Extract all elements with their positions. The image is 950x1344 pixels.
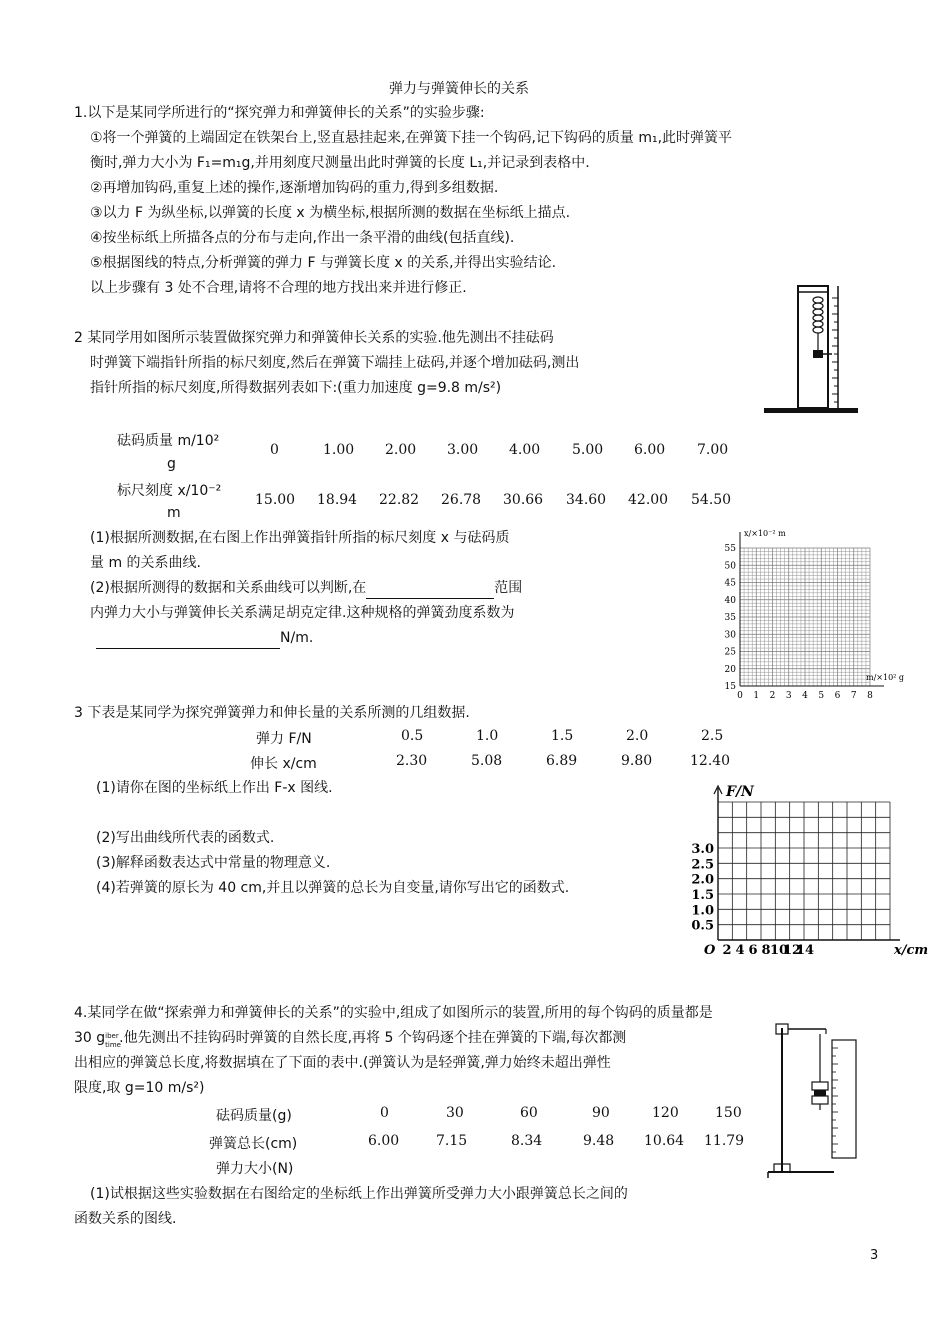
q4-row1-label: 砝码质量(g) xyxy=(216,1108,292,1124)
q4-line xyxy=(74,1027,626,1049)
q1-step: ①将一个弹簧的上端固定在铁架台上,竖直悬挂起来,在弹簧下挂一个钩码,记下钩码的质量 m₁,此时弹簧平 xyxy=(90,130,733,146)
q3-sub: (1)请你在图的坐标纸上作出 F-x 图线. xyxy=(96,780,333,796)
x-tick-label: 7 xyxy=(850,691,857,701)
y-tick-label: 30 xyxy=(724,630,736,641)
x-tick-label: 5 xyxy=(818,691,825,701)
q2-sub2-pre: (2)根据所测得的数据和关系曲线可以判断,在 xyxy=(90,580,367,596)
q4-sub1: 函数关系的图线. xyxy=(74,1211,177,1227)
q2-scale-cell: 30.66 xyxy=(503,492,544,508)
q2-line: 2 某同学用如图所示装置做探究弹力和弹簧伸长关系的实验.他先测出不挂砝码 xyxy=(74,330,554,346)
q4-mass-cell: 60 xyxy=(520,1105,538,1121)
q2-scale-cell: 22.82 xyxy=(379,492,420,508)
q4-sub1: (1)试根据这些实验数据在右图给定的坐标纸上作出弹簧所受弹力大小跟弹簧总长之间的 xyxy=(90,1186,628,1202)
q3-sub: (2)写出曲线所代表的函数式. xyxy=(96,830,275,846)
y-tick-label: 1.5 xyxy=(691,888,714,903)
q3-coordinate-grid xyxy=(690,780,930,960)
q2-sub2: 内弹力大小与弹簧伸长关系满足胡克定律.这种规格的弹簧劲度系数为 xyxy=(90,605,515,621)
x-tick-label: 10 xyxy=(769,943,789,958)
q3-force-cell: 2.5 xyxy=(701,728,724,744)
q4-mass-cell: 0 xyxy=(380,1105,389,1121)
q1-step: 以上步骤有 3 处不合理,请将不合理的地方找出来并进行修正. xyxy=(90,280,467,296)
q4-length-cell: 9.48 xyxy=(583,1133,615,1149)
q2-sub2-unit: N/m. xyxy=(280,630,314,646)
q2-mass-cell: 5.00 xyxy=(572,442,604,458)
q3-force-cell: 1.5 xyxy=(551,728,574,744)
q3-row2-label: 伸长 x/cm xyxy=(250,756,317,772)
q3-row1-label: 弹力 F/N xyxy=(256,731,312,747)
y-tick-label: 2.5 xyxy=(691,857,714,873)
q2-scale-cell: 26.78 xyxy=(441,492,482,508)
q3-ext-cell: 9.80 xyxy=(621,753,653,769)
q3-intro: 3 下表是某同学为探究弹簧弹力和伸长量的关系所测的几组数据. xyxy=(74,705,470,721)
q4-length-cell: 8.34 xyxy=(511,1133,543,1149)
y-tick-label: 40 xyxy=(724,595,736,606)
q1-intro: 1.以下是某同学所进行的“探究弹力和弹簧伸长的关系”的实验步骤: xyxy=(74,105,485,121)
q4-artifact xyxy=(105,1027,121,1049)
q1-step: ②再增加钩码,重复上述的操作,逐渐增加钩码的重力,得到多组数据. xyxy=(90,180,499,196)
q1-step: ③以力 F 为纵坐标,以弹簧的长度 x 为横坐标,根据所测的数据在坐标纸上描点. xyxy=(90,205,571,221)
q2-sub2-post: 范围 xyxy=(494,580,523,596)
x-tick-label: 12 xyxy=(782,943,802,958)
q2-scale-cell: 15.00 xyxy=(255,492,296,508)
q2-mass-cell: 2.00 xyxy=(385,442,417,458)
q4-length-cell: 7.15 xyxy=(436,1133,468,1149)
q2-line: 指针所指的标尺刻度,所得数据列表如下:(重力加速度 g=9.8 m/s²) xyxy=(90,380,502,396)
q4-length-cell: 6.00 xyxy=(368,1133,400,1149)
y-tick-label: 25 xyxy=(724,647,736,658)
q4-artifact-sup: iber xyxy=(105,1032,119,1040)
x-axis-label: m/×10² g xyxy=(866,673,905,682)
x-tick-label: 8 xyxy=(761,943,771,958)
page-number: 3 xyxy=(870,1248,879,1263)
q2-mass-cell: 3.00 xyxy=(447,442,479,458)
q2-k-blank[interactable] xyxy=(96,633,280,649)
q2-mass-cell: 0 xyxy=(270,442,279,458)
q3-sub: (3)解释函数表达式中常量的物理意义. xyxy=(96,855,331,871)
y-tick-label: 20 xyxy=(724,664,736,675)
x-tick-label: 2 xyxy=(722,943,732,958)
q4-length-cell: 10.64 xyxy=(644,1133,685,1149)
q4-row2-label: 弹簧总长(cm) xyxy=(209,1136,298,1152)
iron-stand-figure xyxy=(764,1022,864,1182)
x-tick-label: 3 xyxy=(785,691,792,701)
q3-force-cell: 1.0 xyxy=(476,728,499,744)
q2-row2-label-a: 标尺刻度 x/10⁻² xyxy=(117,483,222,499)
x-tick-label: 2 xyxy=(769,691,776,701)
q3-force-cell: 2.0 xyxy=(626,728,649,744)
x-tick-label: 4 xyxy=(802,691,808,701)
q2-mass-cell: 7.00 xyxy=(697,442,729,458)
q4-line: 出相应的弹簧总长度,将数据填在了下面的表中.(弹簧认为是轻弹簧,弹力始终未超出弹性 xyxy=(74,1055,611,1071)
q4-line: 4.某同学在做“探索弹力和弹簧伸长的关系”的实验中,组成了如图所示的装置,所用的每个钩码的质量都是 xyxy=(74,1005,713,1021)
origin-label: O xyxy=(704,943,716,958)
x-tick-label: 6 xyxy=(748,943,758,958)
q2-row1-label-b: g xyxy=(167,456,176,472)
q2-line: 时弹簧下端指针所指的标尺刻度,然后在弹簧下端挂上砝码,并逐个增加砝码,测出 xyxy=(90,355,580,371)
q4-line-pre: 30 g xyxy=(74,1030,106,1046)
q1-step: ⑤根据图线的特点,分析弹簧的弹力 F 与弹簧长度 x 的关系,并得出实验结论. xyxy=(90,255,557,271)
q2-sub2-answer xyxy=(96,627,313,649)
q3-ext-cell: 6.89 xyxy=(546,753,578,769)
q2-sub2 xyxy=(90,577,522,599)
q4-length-cell: 11.79 xyxy=(704,1133,745,1149)
q1-step: 衡时,弹力大小为 F₁=m₁g,并用刻度尺测量出此时弹簧的长度 L₁,并记录到表格中. xyxy=(90,155,590,171)
x-axis-label: x/cm xyxy=(894,943,929,958)
x-tick-label: 8 xyxy=(867,691,873,701)
x-tick-label: 4 xyxy=(735,943,745,958)
y-tick-label: 3.0 xyxy=(691,842,714,857)
q1-step: ④按坐标纸上所描各点的分布与走向,作出一条平滑的曲线(包括直线). xyxy=(90,230,515,246)
q2-mass-cell: 4.00 xyxy=(509,442,541,458)
q2-scale-cell: 54.50 xyxy=(691,492,732,508)
x-tick-label: 14 xyxy=(795,943,815,958)
y-tick-label: 2.0 xyxy=(691,872,714,888)
q2-coordinate-grid xyxy=(712,526,905,701)
q4-line: 限度,取 g=10 m/s²) xyxy=(74,1080,205,1096)
q2-scale-cell: 42.00 xyxy=(628,492,669,508)
q2-range-blank[interactable] xyxy=(366,583,494,599)
q4-mass-cell: 30 xyxy=(446,1105,464,1121)
q2-mass-cell: 6.00 xyxy=(634,442,666,458)
q2-row2-label-b: m xyxy=(167,505,181,521)
q4-mass-cell: 90 xyxy=(592,1105,610,1121)
q2-scale-cell: 34.60 xyxy=(566,492,607,508)
x-tick-label: 1 xyxy=(753,691,760,701)
q3-ext-cell: 5.08 xyxy=(471,753,503,769)
q4-artifact-sub: time xyxy=(105,1041,121,1049)
q2-sub1: 量 m 的关系曲线. xyxy=(90,555,201,571)
y-tick-label: 50 xyxy=(724,561,736,572)
x-tick-label: 6 xyxy=(834,691,841,701)
y-tick-label: 45 xyxy=(724,578,736,589)
q4-mass-cell: 120 xyxy=(652,1105,679,1121)
q4-row3-label: 弹力大小(N) xyxy=(216,1161,294,1177)
page-title: 弹力与弹簧伸长的关系 xyxy=(389,81,529,97)
q2-row1-label-a: 砝码质量 m/10² xyxy=(117,433,220,449)
y-tick-label: 0.5 xyxy=(691,918,714,934)
y-tick-label: 35 xyxy=(724,613,736,623)
y-tick-label: 1.0 xyxy=(691,903,714,919)
y-tick-label: 55 xyxy=(724,544,736,554)
q2-scale-cell: 18.94 xyxy=(317,492,358,508)
y-axis-label: F/N xyxy=(726,784,754,800)
q3-ext-cell: 2.30 xyxy=(396,753,428,769)
q4-line-post: .他先测出不挂钩码时弹簧的自然长度,再将 5 个钩码逐个挂在弹簧的下端,每次都测 xyxy=(119,1030,627,1046)
q3-force-cell: 0.5 xyxy=(401,728,424,744)
q3-ext-cell: 12.40 xyxy=(690,753,731,769)
x-tick-label: 0 xyxy=(737,691,743,701)
q2-sub1: (1)根据所测数据,在右图上作出弹簧指针所指的标尺刻度 x 与砝码质 xyxy=(90,530,510,546)
q2-mass-cell: 1.00 xyxy=(323,442,355,458)
q4-mass-cell: 150 xyxy=(715,1105,742,1121)
y-axis-label: x/×10⁻² m xyxy=(744,529,786,538)
q3-sub: (4)若弹簧的原长为 40 cm,并且以弹簧的总长为自变量,请你写出它的函数式. xyxy=(96,880,570,896)
spring-scale-figure xyxy=(760,278,860,418)
y-tick-label: 15 xyxy=(724,682,736,692)
